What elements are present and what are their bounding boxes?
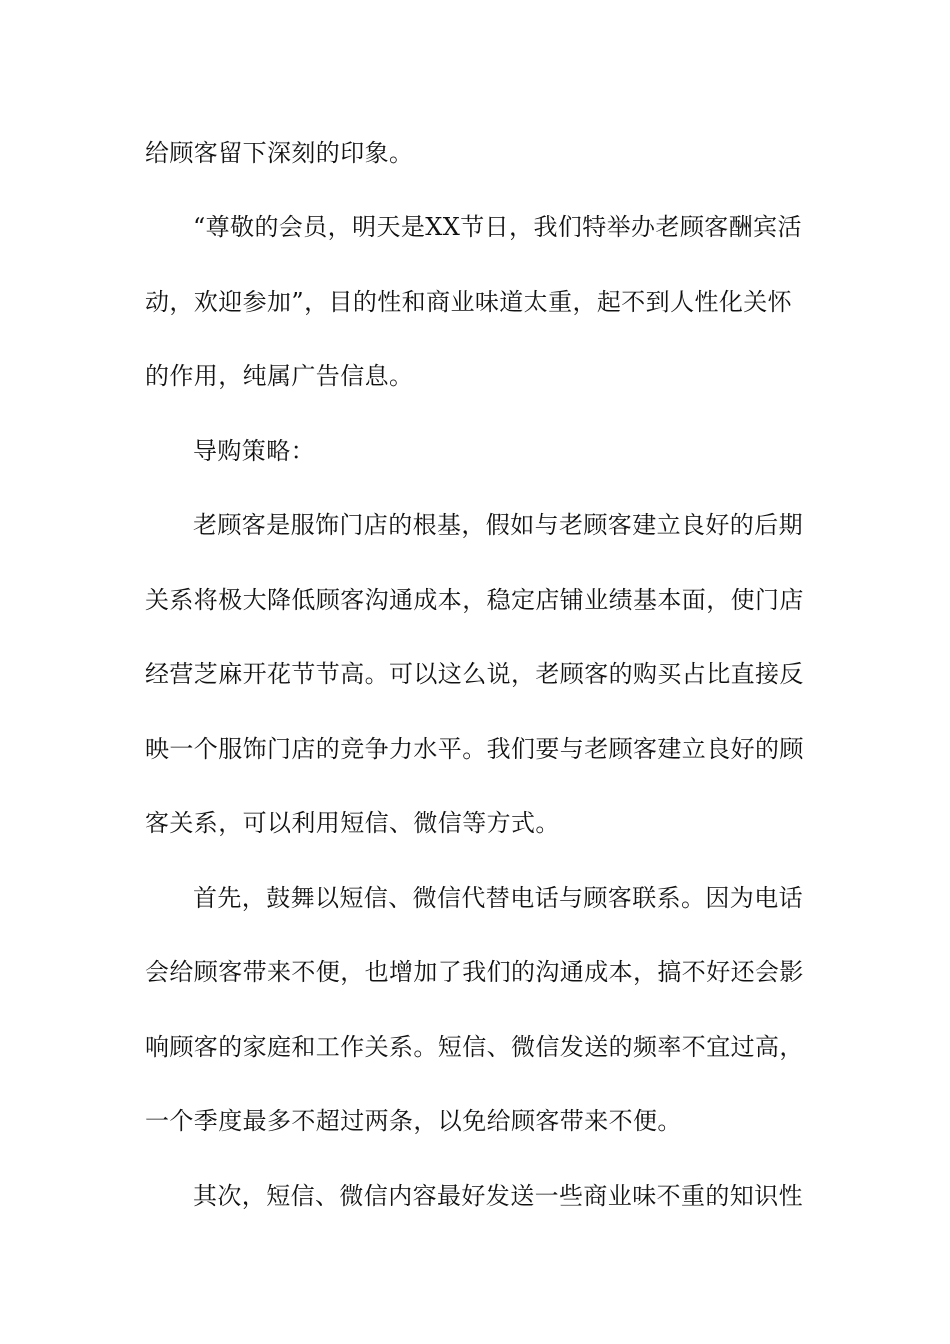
section-heading: 导购策略： (193, 437, 315, 465)
text-line: 老顾客是服饰门店的根基，假如与老顾客建立良好的后期 (193, 511, 803, 539)
text-line: “尊敬的会员，明天是XX节日，我们特举办老顾客酬宾活 (193, 213, 802, 241)
text-line: 关系将极大降低顾客沟通成本，稳定店铺业绩基本面，使门店 (145, 586, 804, 614)
text-line: 动，欢迎参加”，目的性和商业味道太重，起不到人性化关怀 (145, 288, 793, 316)
text-line: 的作用，纯属广告信息。 (145, 362, 414, 390)
text-line: 响顾客的家庭和工作关系。短信、微信发送的频率不宜过高， (145, 1033, 804, 1061)
text-line: 客关系，可以利用短信、微信等方式。 (145, 809, 560, 837)
text-line: 首先，鼓舞以短信、微信代替电话与顾客联系。因为电话 (193, 884, 803, 912)
text-line: 会给顾客带来不便，也增加了我们的沟通成本，搞不好还会影 (145, 958, 804, 986)
text-line: 一个季度最多不超过两条，以免给顾客带来不便。 (145, 1107, 682, 1135)
text-line: 映一个服饰门店的竞争力水平。我们要与老顾客建立良好的顾 (145, 735, 804, 763)
text-line: 经营芝麻开花节节高。可以这么说，老顾客的购买占比直接反 (145, 660, 804, 688)
text-line: 给顾客留下深刻的印象。 (145, 139, 414, 167)
text-line: 其次，短信、微信内容最好发送一些商业味不重的知识性 (193, 1182, 803, 1210)
